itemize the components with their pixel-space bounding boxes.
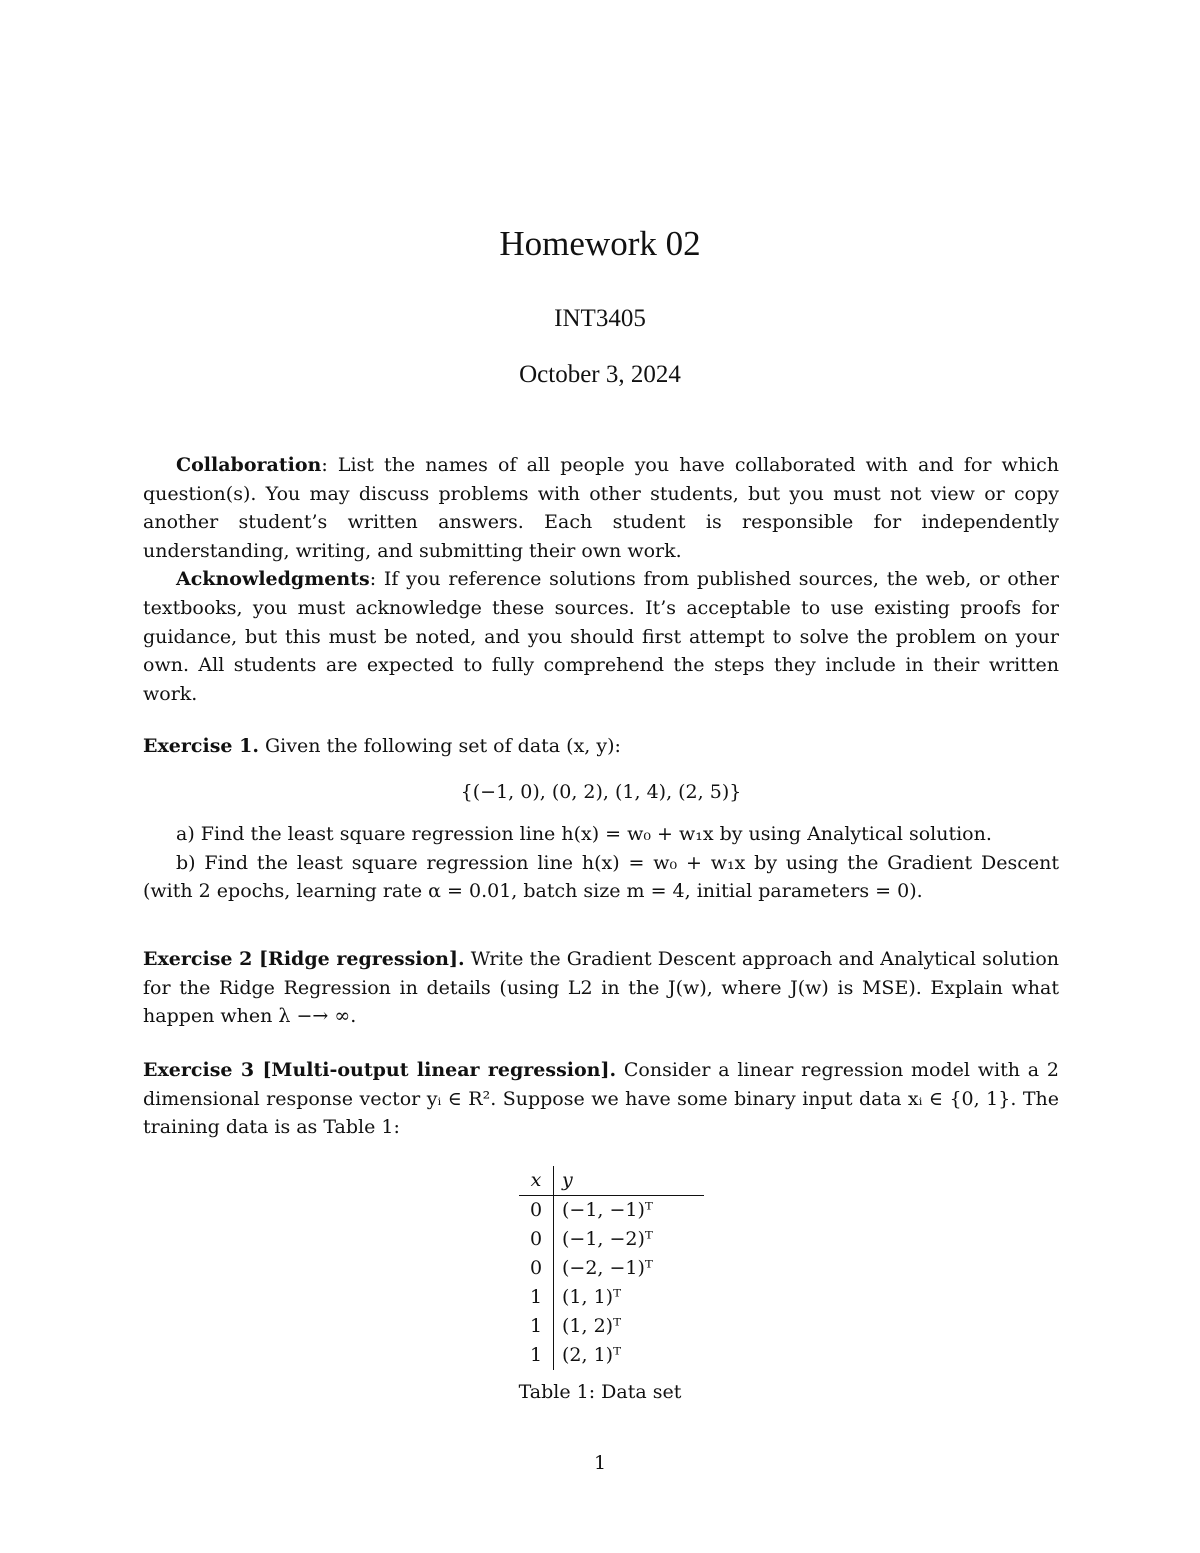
exercise-1 — [143, 732, 1059, 906]
acknowledgments-paragraph — [143, 565, 1059, 708]
page-number: 1 — [593, 1452, 607, 1474]
exercise-1-intro-line — [143, 732, 1059, 761]
table-cell-y: (−2, −1)ᵀ — [562, 1257, 653, 1279]
table-header-row — [519, 1166, 704, 1196]
exercise-1-dataset: {(−1, 0), (0, 2), (1, 4), (2, 5)} — [460, 780, 742, 803]
table-cell-y: (1, 2)ᵀ — [562, 1315, 622, 1337]
table-row — [519, 1196, 704, 1226]
collaboration-text: : List the names of all people you have collaborated with and for which question(s). You may discuss problems with other students, but you must not view or copy another student’s written answers. Each student is responsible for independently understanding, writing, and submitting their own work. — [143, 454, 1059, 562]
table-header-x: x — [519, 1166, 554, 1196]
exercise-2-label: Exercise 2 [Ridge regression]. — [143, 948, 465, 970]
table-cell-x: 0 — [519, 1254, 554, 1283]
collaboration-label: Collaboration — [176, 454, 322, 476]
table-cell-y: (−1, −1)ᵀ — [562, 1199, 653, 1221]
table-cell-y: (−1, −2)ᵀ — [562, 1228, 653, 1250]
table-header-y: y — [554, 1166, 705, 1196]
table-row — [519, 1312, 704, 1341]
table-row — [519, 1254, 704, 1283]
exercise-1-part-b: b) Find the least square regression line h(x) = w₀ + w₁x by using the Gradient Descent (with 2 epochs, learning rate α = 0.01, batch size m = 4, initial parameters = 0). — [143, 851, 1059, 903]
exercise-3 — [143, 1056, 1059, 1142]
policy-section — [143, 451, 1059, 708]
table-row — [519, 1283, 704, 1312]
data-table — [519, 1166, 704, 1370]
exercise-3-paragraph — [143, 1056, 1059, 1142]
table-cell-x: 1 — [519, 1312, 554, 1341]
acknowledgments-text: : If you reference solutions from published sources, the web, or other textbooks, you must acknowledge these sources. It’s acceptable to use existing proofs for guidance, but this must be noted, and you should first attempt to solve the problem on your own. All students are expected to fully comprehend the steps they include in their written work. — [143, 568, 1059, 705]
exercise-2-paragraph — [143, 945, 1059, 1031]
table-cell-y: (1, 1)ᵀ — [562, 1286, 622, 1308]
table-cell-y: (2, 1)ᵀ — [562, 1344, 622, 1366]
table-cell-x: 0 — [519, 1225, 554, 1254]
exercise-1-intro: Given the following set of data (x, y): — [264, 735, 621, 757]
table-cell-x: 1 — [519, 1341, 554, 1370]
exercise-2 — [143, 945, 1059, 1031]
exercise-1-label: Exercise 1. — [143, 735, 259, 757]
course-code: INT3405 — [554, 305, 646, 332]
acknowledgments-label: Acknowledgments — [176, 568, 370, 591]
table-caption: Table 1: Data set — [518, 1381, 682, 1403]
exercise-1-part-a: a) Find the least square regression line h(x) = w₀ + w₁x by using Analytical solution. — [176, 823, 992, 846]
exercise-3-text: Consider a linear regression model with a 2 dimensional response vector yᵢ ∈ R². Suppose we have some binary input data xᵢ ∈ {0, 1}. The training data is as Table 1: — [143, 1059, 1059, 1139]
collaboration-paragraph — [143, 451, 1059, 565]
exercise-3-label: Exercise 3 [Multi-output linear regression]. — [143, 1059, 617, 1081]
document-title: Homework 02 — [499, 224, 701, 263]
table-row — [519, 1225, 704, 1254]
table-cell-x: 0 — [519, 1196, 554, 1226]
exercise-2-text: Write the Gradient Descent approach and Analytical solution for the Ridge Regression in details (using L2 in the J(w), where J(w) is MSE). Explain what happen when λ −→ ∞. — [143, 948, 1060, 1028]
table-cell-x: 1 — [519, 1283, 554, 1312]
table-row — [519, 1341, 704, 1370]
document-date: October 3, 2024 — [519, 361, 681, 388]
